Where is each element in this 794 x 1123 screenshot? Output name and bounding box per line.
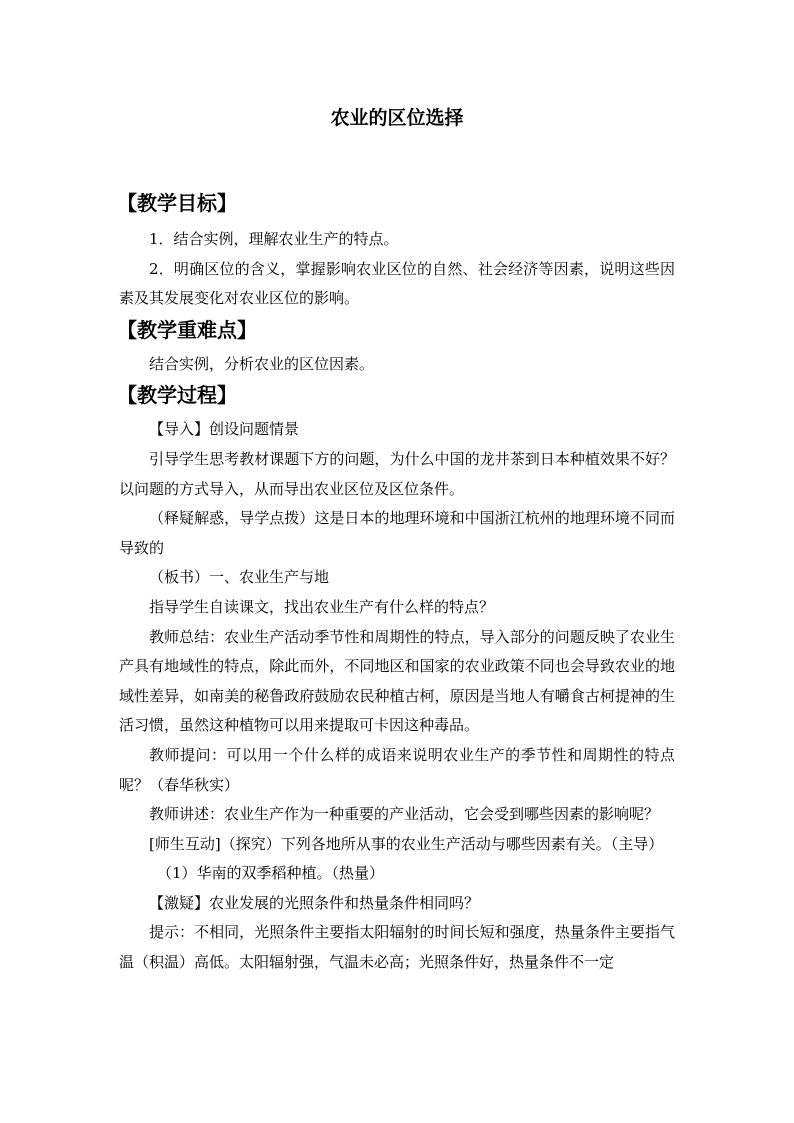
paragraph: 2．明确区位的含义，掌握影响农业区位的自然、社会经济等因素，说明这些因素及其发展变化对农业区位的影响。: [119, 259, 675, 308]
section-heading-objectives: 【教学目标】: [117, 191, 237, 215]
document-body: [119, 187, 675, 978]
paragraph: （板书）一、农业生产与地: [149, 568, 330, 587]
section-heading-process: 【教学过程】: [117, 383, 237, 408]
paragraph: 指导学生自读课文，找出农业生产有什么样的特点？: [149, 597, 495, 616]
paragraph: 引导学生思考教材课题下方的问题，为什么中国的龙井茶到日本种植效果不好？以问题的方式导入，从而导出农业区位及区位条件。: [119, 449, 675, 498]
paragraph: 教师提问：可以用一个什么样的成语来说明农业生产的季节性和周期性的特点呢？（春华秋实）: [119, 745, 675, 794]
paragraph: （释疑解惑，导学点拨）这是日本的地理环境和中国浙江杭州的地理环境不同而导致的: [119, 509, 675, 557]
section-heading-key-points: 【教学重难点】: [117, 317, 257, 342]
paragraph: [师生互动]（探究）下列各地所从事的农业生产活动与哪些因素有关。（主导）: [149, 834, 664, 853]
paragraph: 【导入】创设问题情景: [149, 420, 300, 439]
document-title: 农业的区位选择: [330, 107, 464, 129]
paragraph: 教师讲述：农业生产作为一种重要的产业活动，它会受到哪些因素的影响呢？: [149, 805, 660, 824]
paragraph: 教师总结：农业生产活动季节性和周期性的特点，导入部分的问题反映了农业生产具有地域性的特点，除此而外，不同地区和国家的农业政策不同也会导致农业的地域性差异，如南美的秘鲁政府鼓励农民种植古柯，原因是当地人有嚼食古柯提神的生活习惯，虽然这种植物可以用来提取可卡因这种毒品。: [119, 627, 675, 735]
paragraph: （1）华南的双季稻种植。（热量）: [157, 864, 385, 883]
paragraph: 1．结合实例，理解农业生产的特点。: [149, 230, 399, 248]
paragraph: 【激疑】农业发展的光照条件和热量条件相同吗？: [149, 893, 480, 912]
paragraph: 结合实例，分析农业的区位因素。: [149, 354, 375, 373]
paragraph: 提示：不相同，光照条件主要指太阳辐射的时间长短和强度，热量条件主要指气温（积温）高低。太阳辐射强，气温未必高；光照条件好，热量条件不一定: [119, 923, 675, 972]
